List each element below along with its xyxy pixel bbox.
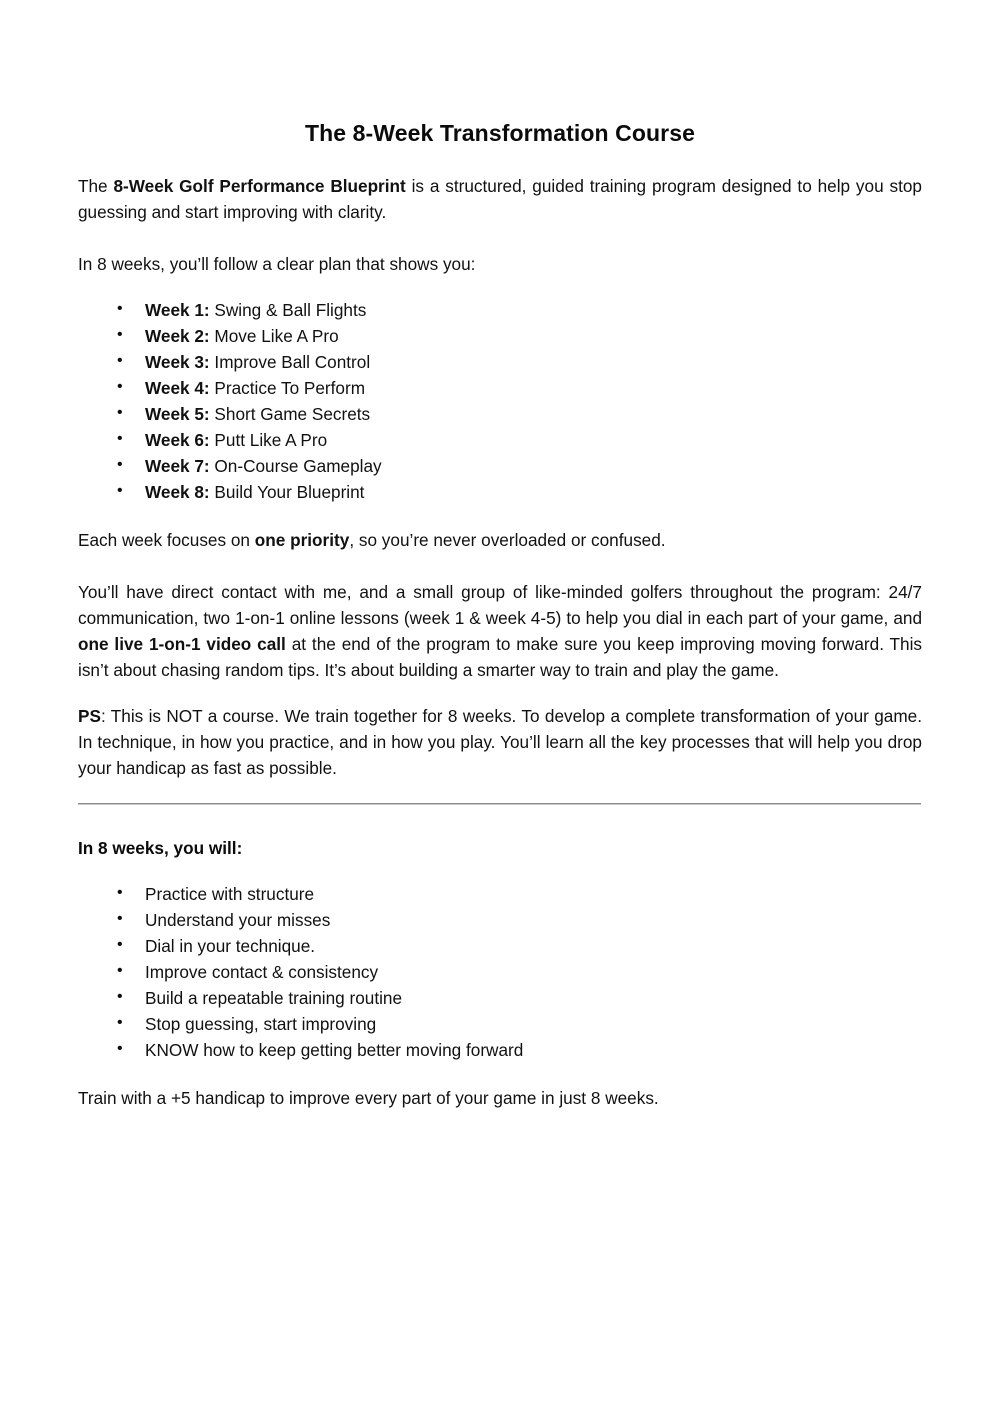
intro-subline: In 8 weeks, you’ll follow a clear plan that shows you:: [78, 254, 476, 274]
week-text: On-Course Gameplay: [209, 456, 382, 476]
list-item: [78, 349, 922, 375]
contact-part2: at the end of the program to make sure you keep improving moving forward. This isn’t about chasing random tips. It’s about building a smarter way to train and play the game.: [78, 634, 922, 680]
list-item: [78, 401, 922, 427]
week-text: Short Game Secrets: [209, 404, 371, 424]
list-item: • Practice with structure: [78, 881, 922, 907]
spacer: [78, 505, 922, 527]
list-item: [78, 375, 922, 401]
page-title: The 8-Week Transformation Course: [304, 120, 696, 146]
intro-lead-before: The: [78, 176, 114, 196]
list-item: • KNOW how to keep getting better moving forward: [78, 1037, 922, 1063]
week-text: Improve Ball Control: [209, 352, 371, 372]
week-label: Week 1:: [145, 300, 210, 320]
intro-lead-after: is a structured, guided training program designed to help you stop guessing and start improving with clarity.: [78, 176, 922, 222]
priority-bold: one priority: [254, 530, 350, 550]
week-label: Week 6:: [145, 430, 210, 450]
outcomes-list: [78, 881, 922, 1063]
spacer: [78, 805, 922, 835]
spacer: [78, 553, 922, 579]
contact-bold: one live 1-on-1 video call: [78, 634, 286, 654]
ps-paragraph: [78, 703, 922, 781]
week-label: Week 7:: [145, 456, 210, 476]
outcomes-heading: In 8 weeks, you will:: [78, 838, 243, 858]
list-item: [78, 479, 922, 505]
week-label: Week 2:: [145, 326, 210, 346]
list-item: • Understand your misses: [78, 907, 922, 933]
week-text: Build Your Blueprint: [209, 482, 365, 502]
list-item: [78, 453, 922, 479]
priority-before: Each week focuses on: [78, 530, 255, 550]
list-item: • Stop guessing, start improving: [78, 1011, 922, 1037]
list-item: [78, 427, 922, 453]
spacer: [78, 225, 922, 251]
closing-line: Train with a +5 handicap to improve every part of your game in just 8 weeks.: [78, 1088, 659, 1108]
intro-paragraph: [78, 173, 922, 225]
spacer: [78, 683, 922, 703]
week-label: Week 8:: [145, 482, 210, 502]
spacer: [78, 277, 922, 297]
week-text: Putt Like A Pro: [209, 430, 328, 450]
spacer: [78, 148, 922, 173]
priority-paragraph: [78, 527, 922, 553]
priority-after: , so you’re never overloaded or confused.: [349, 530, 666, 550]
week-text: Move Like A Pro: [209, 326, 339, 346]
spacer: [78, 861, 922, 881]
contact-part1: You’ll have direct contact with me, and a small group of like-minded golfers throughout the program: 24/7 communication, two 1-on-1 online lessons (week 1 & week 4-5) to help you dial in each part of your game, and: [78, 582, 922, 628]
ps-text: : This is NOT a course. We train together for 8 weeks. To develop a complete transformation of your game. In technique, in how you practice, and in how you play. You’ll learn all the key processes that will help you drop your handicap as fast as possible.: [78, 706, 922, 778]
list-item: • Dial in your technique.: [78, 933, 922, 959]
intro-lead-bold: 8-Week Golf Performance Blueprint: [113, 176, 406, 196]
spacer: [78, 1063, 922, 1085]
week-list: [78, 297, 922, 505]
list-item: • Build a repeatable training routine: [78, 985, 922, 1011]
week-label: Week 4:: [145, 378, 210, 398]
week-label: Week 3:: [145, 352, 210, 372]
ps-label: PS: [78, 706, 101, 726]
week-text: Swing & Ball Flights: [209, 300, 367, 320]
contact-paragraph: [78, 579, 922, 683]
list-item: [78, 323, 922, 349]
list-item: [78, 297, 922, 323]
week-text: Practice To Perform: [209, 378, 366, 398]
list-item: • Improve contact & consistency: [78, 959, 922, 985]
week-label: Week 5:: [145, 404, 210, 424]
